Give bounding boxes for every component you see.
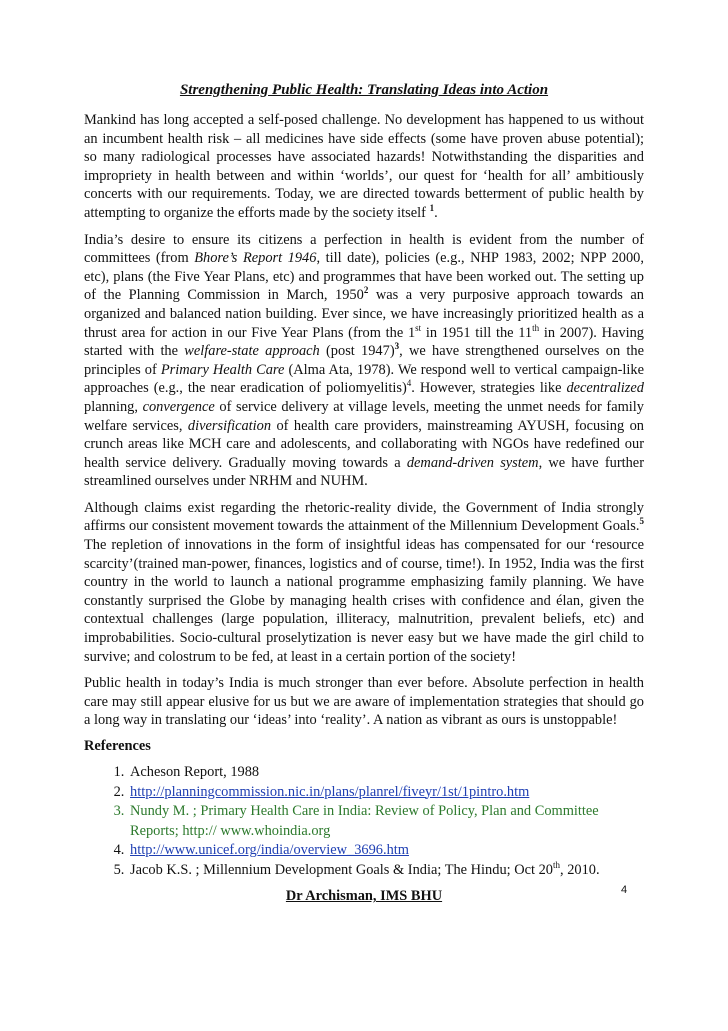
paragraph-2: India’s desire to ensure its citizens a perfection in health is evident from the number of committees (from Bhore’s Report 1946, till date), policies (e.g., NHP 1983, 2002; NPP 2000, etc), plans (the Five Year Plans, etc) and programmes that have been worked out. The setting up of the Planning Commission in March, 1950$^2$ was a very purposive approach towards an organized and balanced nation building. Ever since, we have increasingly prioritized health as a thrust area for action in our Five Year Plans (from the 1st in 1951 till the 11th in 2007). Having started with the welfare-state approach (post 1947)$^3$, we have strengthened ourselves on the principles of Primary Health Care (Alma Ata, 1978). We respond well to vertical campaign-like approaches (e.g., the near eradication of poliomyelitis)$^4$. However, strategies like decentralized planning, convergence of service delivery at village levels, meeting the unmet needs for family welfare services, diversification of health care providers, mainstreaming AYUSH, focusing on crunch areas like MCH care and adolescents, and collaborating with NGOs have redefined our health service delivery. Gradually moving towards a demand-driven system, we have further streamlined ourselves under NRHM and NUHM. xyxy=(84,231,645,490)
article-title: Strengthening Public Health: Translating Ideas into Action xyxy=(179,82,549,98)
reference-item-4 xyxy=(128,841,644,861)
page-number: 4 xyxy=(621,884,628,896)
references-heading: References xyxy=(84,738,151,754)
article-body xyxy=(84,82,644,905)
paragraph-3: Although claims exist regarding the rhetoric-reality divide, the Government of India strongly affirms our consistent movement towards the attainment of the Millennium Development Goals.$^5$ The repletion of innovations in the form of insightful ideas has compensated for our ‘resource scarcity’(trained man-power, finances, logistics and of course, time!). In 1952, India was the first country in the world to launch a national programme emphasizing family planning. We have constantly surprised the Globe by managing health crises with confidence and élan, given the contextual challenges (large population, illiteracy, malnutrition, prevalent beliefs, etc) and improbabilities. Socio-cultural proselytization is never easy but we have made the girl child to survive; and colostrum to be fed, at least in a certain portion of the society! xyxy=(84,499,644,665)
reference-item-3: 3. Nundy M. ; Primary Health Care in India: Review of Policy, Plan and Committee Reports; http:// www.whoindia.org xyxy=(128,802,644,841)
author-signature: Dr Archisman, IMS BHU xyxy=(285,888,443,904)
references-list xyxy=(84,763,644,880)
reference-item-1: 1. Acheson Report, 1988 xyxy=(128,763,644,783)
paragraph-4: Public health in today’s India is much stronger than ever before. Absolute perfection in health care may still appear elusive for us but we are aware of implementation strategies that should go a long way in translating our ‘ideas’ into ‘reality’. A nation as vibrant as ours is unstoppable! xyxy=(84,675,644,729)
paragraph-1: Mankind has long accepted a self-posed challenge. No development has happened to us without an incumbent health risk – all medicines have side effects (some have proven abuse potential); so many radiological processes have associated hazards! Notwithstanding the disparities and impropriety in health between and within ‘worlds’, our quest for ‘health for all’ ambitiously concerts with our requirements. Today, we are directed towards betterment of public health by attempting to organize the efforts made by the society itself $^1$. xyxy=(84,112,644,221)
reference-link-planning-commission[interactable]: http://planningcommission.nic.in/plans/planrel/fiveyr/1st/1pintro.htm xyxy=(130,783,530,800)
reference-item-2 xyxy=(128,783,644,803)
reference-link-unicef[interactable]: http://www.unicef.org/india/overview_3696.htm xyxy=(130,842,409,858)
reference-item-5: 5. Jacob K.S. ; Millennium Development Goals & India; The Hindu; Oct 20th, 2010. xyxy=(128,861,644,881)
